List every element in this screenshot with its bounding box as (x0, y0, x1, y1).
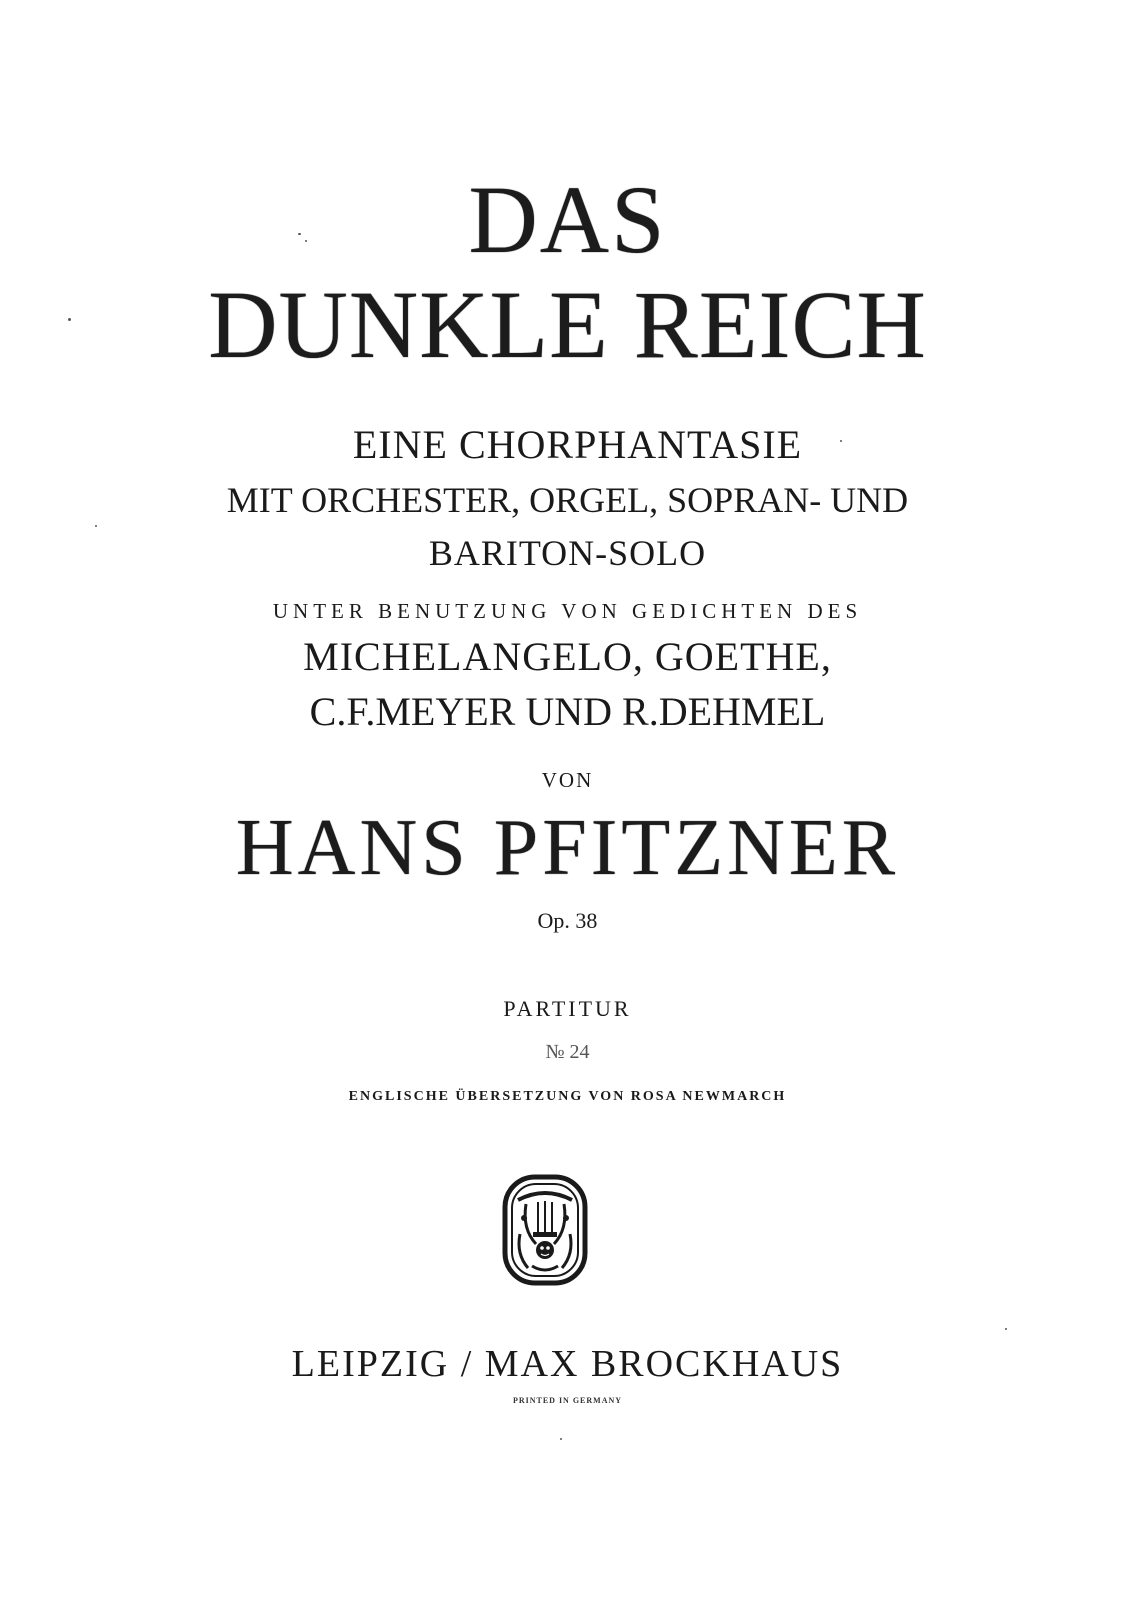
poems-intro: UNTER BENUTZUNG VON GEDICHTEN DES (272, 599, 863, 623)
poets-line-2: C.F.MEYER UND R.DEHMEL (309, 689, 826, 734)
scan-speck (95, 525, 97, 527)
title-line-1: DAS (468, 166, 667, 273)
scan-speck (840, 440, 842, 442)
scan-speck (298, 233, 301, 235)
edition-type: PARTITUR (503, 996, 632, 1021)
translation-credit: ENGLISCHE ÜBERSETZUNG VON ROSA NEWMARCH (348, 1089, 787, 1104)
publisher-name: LEIPZIG / MAX BROCKHAUS (291, 1343, 844, 1385)
scan-speck (1005, 1328, 1007, 1330)
title-line-2: DUNKLE REICH (208, 271, 927, 378)
scan-speck (305, 240, 307, 242)
scan-speck (560, 1438, 562, 1440)
subtitle-line-2: MIT ORCHESTER, ORGEL, SOPRAN- UND (226, 480, 909, 520)
poets-line-1: MICHELANGELO, GOETHE, (303, 634, 832, 679)
composer-name: HANS PFITZNER (235, 804, 900, 892)
printed-in-germany: PRINTED IN GERMANY (512, 1396, 623, 1405)
subtitle-line-3: BARITON-SOLO (428, 533, 707, 573)
opus-number: Op. 38 (537, 908, 598, 933)
by-label: VON (541, 768, 594, 792)
edition-number: № 24 (545, 1041, 590, 1063)
lyre-emblem-icon (502, 1174, 588, 1286)
scan-speck (68, 318, 71, 321)
subtitle-line-1: EINE CHORPHANTASIE (352, 422, 803, 467)
